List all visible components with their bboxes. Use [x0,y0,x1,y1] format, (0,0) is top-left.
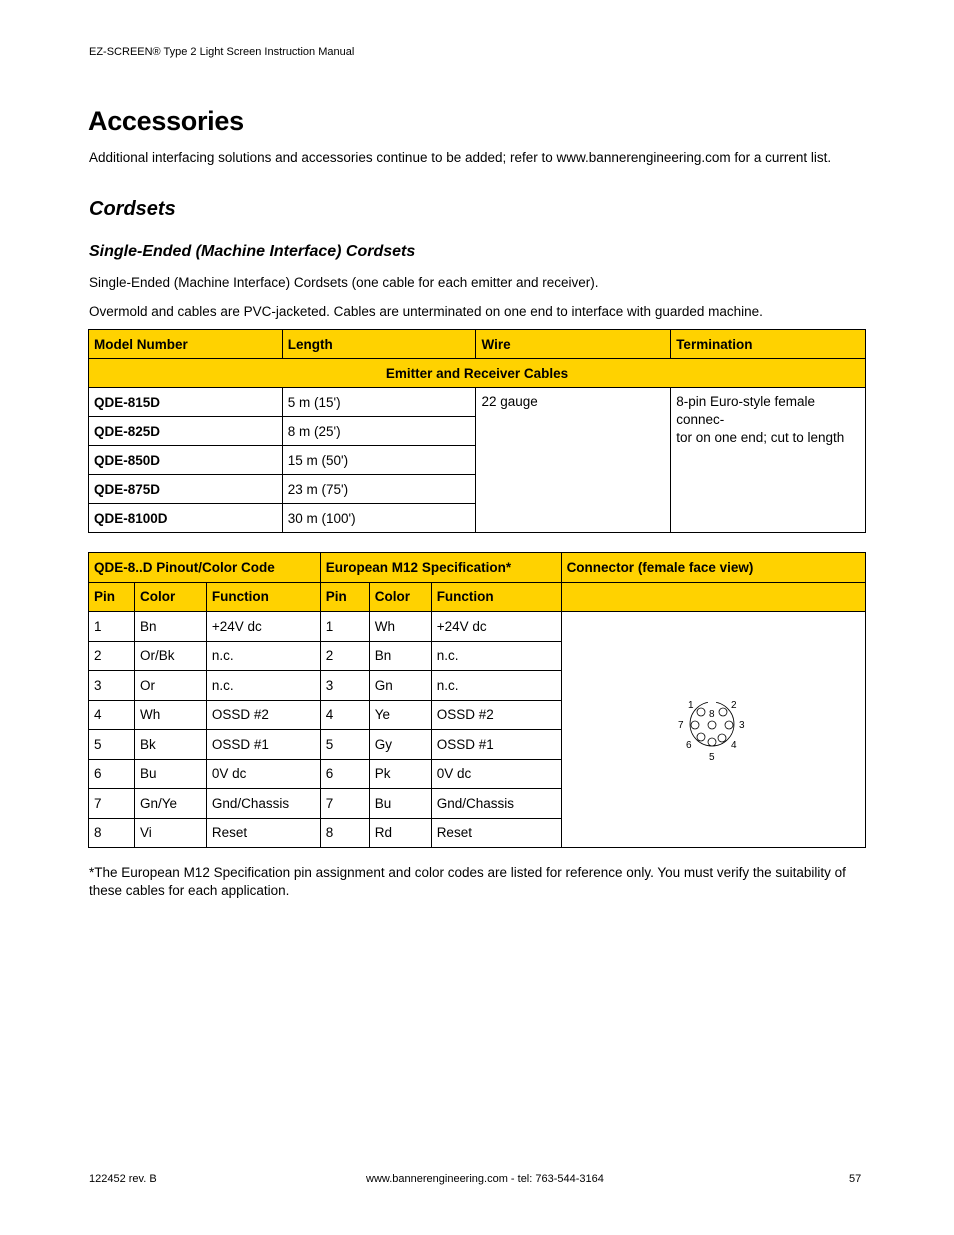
eu-color: Bn [369,641,431,671]
eu-function: 0V dc [431,759,561,789]
eu-function: OSSD #2 [431,700,561,730]
eu-pin: 3 [320,671,369,701]
function: OSSD #1 [206,730,320,760]
cable-length: 5 m (15') [282,388,476,417]
pin: 8 [89,818,135,848]
header-pinout-color-code: QDE-8..D Pinout/Color Code [89,553,321,583]
connector-key [708,700,716,704]
header-wire: Wire [476,330,671,359]
section-title: Cordsets [89,198,176,220]
eu-function: Reset [431,818,561,848]
eu-function: OSSD #1 [431,730,561,760]
wire-gauge: 22 gauge [476,388,671,533]
color: Bu [134,759,206,789]
pin: 1 [89,612,135,642]
pin-2-label: 2 [731,700,737,711]
model-number: QDE-815D [89,388,283,417]
termination-line-1: 8-pin Euro-style female connec- [676,394,815,427]
eu-pin: 8 [320,818,369,848]
header-connector-blank [561,582,865,612]
eu-color: Gn [369,671,431,701]
connector-diagram-cell [561,612,865,848]
pin: 5 [89,730,135,760]
color: Bn [134,612,206,642]
pin-8-label: 8 [709,709,715,720]
cable-length: 8 m (25') [282,417,476,446]
eu-function: +24V dc [431,612,561,642]
pinout-table [88,552,866,848]
table-row [89,612,866,642]
eu-function: n.c. [431,671,561,701]
eu-pin: 1 [320,612,369,642]
pin: 7 [89,789,135,819]
intro-text: Additional interfacing solutions and accessories continue to be added; refer to www.bannerengineering.com for a current list. [89,150,832,165]
cable-length: 15 m (50') [282,446,476,475]
pin-5-label: 5 [709,752,715,763]
color: Vi [134,818,206,848]
page-title: Accessories [88,106,244,136]
cable-length: 30 m (100') [282,504,476,533]
description-1: Single-Ended (Machine Interface) Cordsets (one cable for each emitter and receiver). [89,275,599,290]
pin-6-label: 6 [686,740,692,751]
manual-header-title: EZ-SCREEN® Type 2 Light Screen Instruction Manual [89,46,355,58]
color: Or/Bk [134,641,206,671]
pin-3-socket [725,721,733,729]
header-termination: Termination [671,330,866,359]
pin-7-label: 7 [678,720,684,731]
model-number: QDE-875D [89,475,283,504]
pin: 2 [89,641,135,671]
header-pin: Pin [89,582,135,612]
header-european-m12: European M12 Specification* [320,553,561,583]
header-color: Color [134,582,206,612]
header-function: Function [206,582,320,612]
table-row [89,388,866,417]
eu-pin: 6 [320,759,369,789]
pin-2-socket [719,708,727,716]
pin-1-label: 1 [688,700,694,711]
eu-pin: 2 [320,641,369,671]
header-model-number: Model Number [89,330,283,359]
function: n.c. [206,671,320,701]
pin-6-socket [697,733,705,741]
eu-function: Gnd/Chassis [431,789,561,819]
eu-color: Rd [369,818,431,848]
footer-doc-number: 122452 rev. B [89,1173,157,1185]
pin-7-socket [691,721,699,729]
eu-pin: 5 [320,730,369,760]
pin-4-label: 4 [731,740,737,751]
eu-pin: 7 [320,789,369,819]
header-eu-color: Color [369,582,431,612]
termination-line-2: tor on one end; cut to length [676,430,845,445]
pin-5-socket [708,738,716,746]
model-number: QDE-8100D [89,504,283,533]
eu-pin: 4 [320,700,369,730]
header-eu-function: Function [431,582,561,612]
pin: 4 [89,700,135,730]
footer-contact: www.bannerengineering.com - tel: 763-544-3164 [366,1173,604,1185]
subsection-title: Single-Ended (Machine Interface) Cordsets [89,243,416,260]
eu-function: n.c. [431,641,561,671]
group-label: Emitter and Receiver Cables [89,359,866,388]
pin-4-socket [718,734,726,742]
function: n.c. [206,641,320,671]
description-2: Overmold and cables are PVC-jacketed. Cables are unterminated on one end to interface with guarded machine. [89,304,763,319]
model-number: QDE-850D [89,446,283,475]
header-connector-view: Connector (female face view) [561,553,865,583]
eu-color: Ye [369,700,431,730]
header-length: Length [282,330,476,359]
color: Gn/Ye [134,789,206,819]
eu-color: Gy [369,730,431,760]
pin-1-socket [697,708,705,716]
footer-page-number: 57 [849,1173,862,1185]
function: OSSD #2 [206,700,320,730]
model-number: QDE-825D [89,417,283,446]
color: Bk [134,730,206,760]
eu-color: Wh [369,612,431,642]
cordsets-table [88,329,866,533]
termination [671,388,866,533]
function: 0V dc [206,759,320,789]
cable-length: 23 m (75') [282,475,476,504]
eu-color: Bu [369,789,431,819]
function: Reset [206,818,320,848]
connector-female-face-diagram [668,688,758,768]
function: Gnd/Chassis [206,789,320,819]
eu-color: Pk [369,759,431,789]
pin-8-socket [708,721,716,729]
header-eu-pin: Pin [320,582,369,612]
pin: 3 [89,671,135,701]
function: +24V dc [206,612,320,642]
color: Wh [134,700,206,730]
pin: 6 [89,759,135,789]
footnote: *The European M12 Specification pin assignment and color codes are listed for reference only. You must verify the suitability of these cables for each application. [89,865,846,898]
pin-3-label: 3 [739,720,745,731]
color: Or [134,671,206,701]
